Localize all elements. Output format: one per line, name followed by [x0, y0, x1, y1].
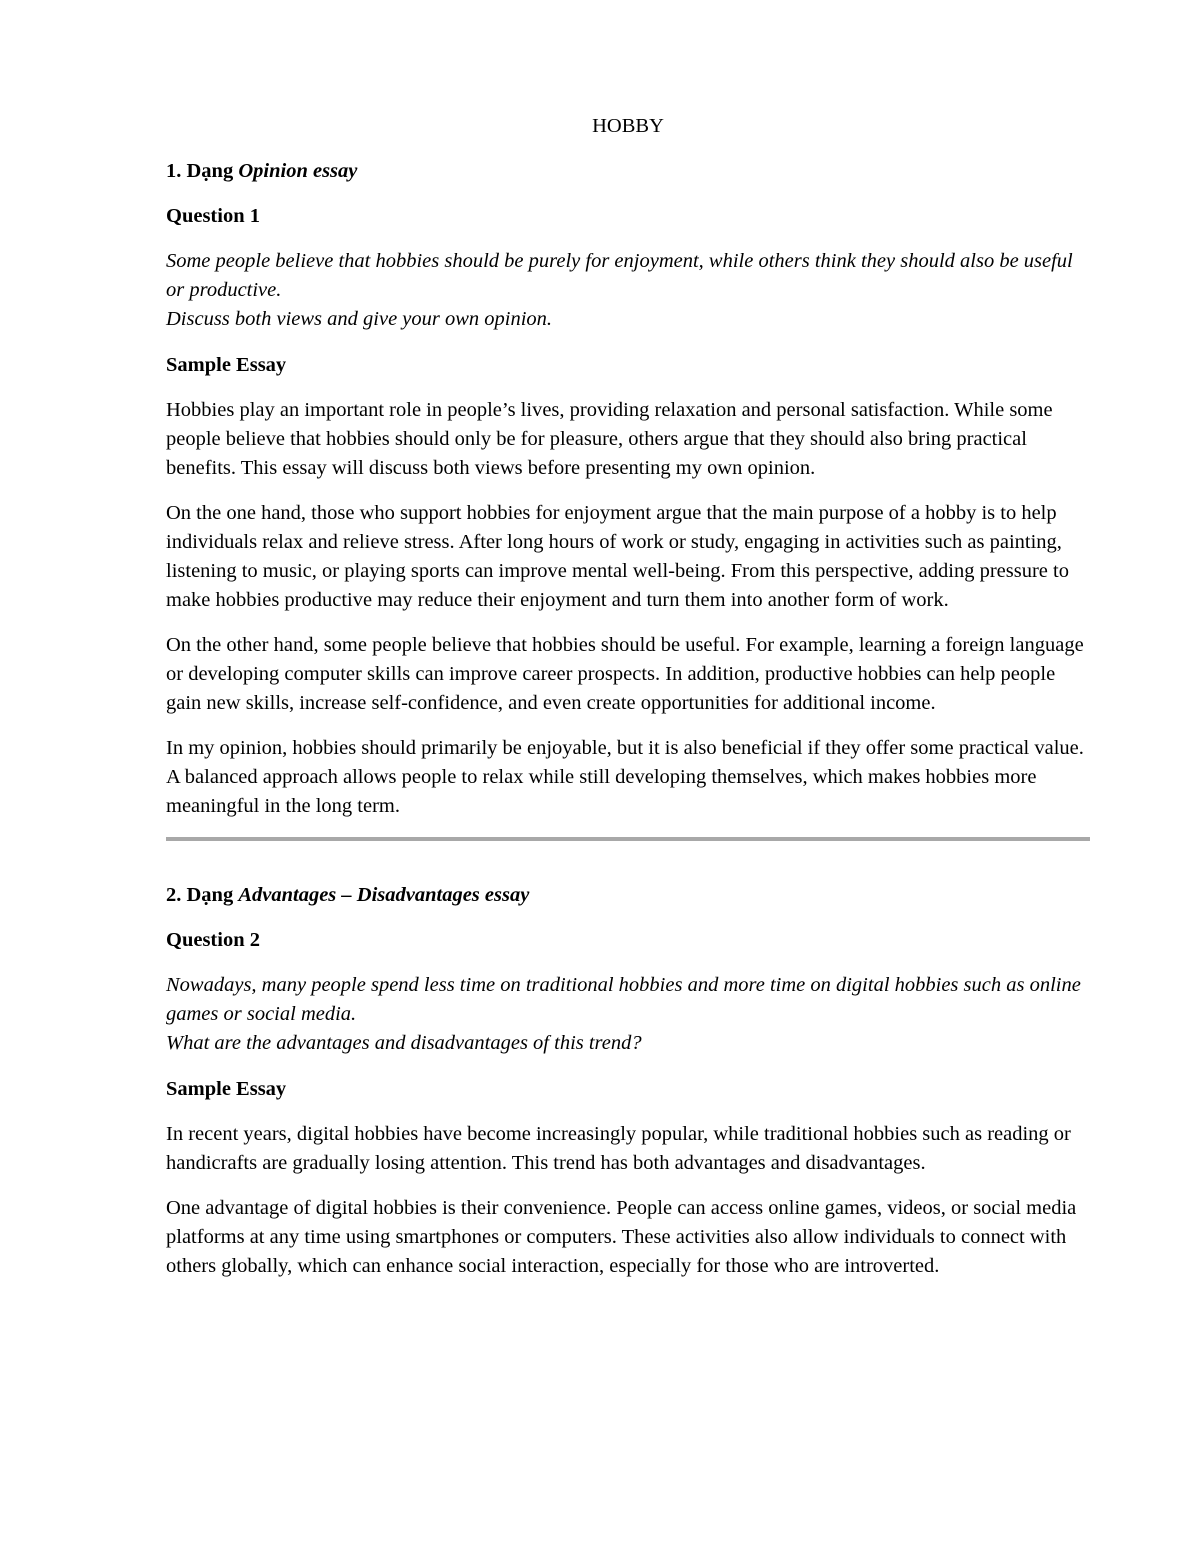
section-divider	[166, 837, 1090, 841]
essay-paragraph: On the one hand, those who support hobbies for enjoyment argue that the main purpose of a hobby is to help individuals relax and relieve stress. After long hours of work or study, engaging in activities such as painting, listening to music, or playing sports can improve mental well-being. From this perspective, adding pressure to make hobbies productive may reduce their enjoyment and turn them into another form of work.	[166, 502, 1069, 611]
section-heading	[166, 881, 1090, 909]
essay-paragraph: Hobbies play an important role in people’s lives, providing relaxation and personal satisfaction. While some people believe that hobbies should only be for pleasure, others argue that they should also bring practical benefits. This essay will discuss both views before presenting my own opinion.	[166, 399, 1053, 479]
section-heading-type: Opinion essay	[238, 160, 358, 182]
section-opinion-essay	[166, 157, 1090, 821]
essay-paragraph: In recent years, digital hobbies have become increasingly popular, while traditional hobbies such as reading or handicrafts are gradually losing attention. This trend has both advantages and disadvantages.	[166, 1123, 1071, 1174]
sample-essay-label: Sample Essay	[166, 1078, 287, 1100]
essay-paragraph: One advantage of digital hobbies is their convenience. People can access online games, videos, or social media platforms at any time using smartphones or computers. These activities also allow individuals to connect with others globally, which can enhance social interaction, especially for those who are introverted.	[166, 1197, 1077, 1277]
question-line: What are the advantages and disadvantages of this trend?	[166, 1032, 642, 1054]
essay-paragraph: On the other hand, some people believe that hobbies should be useful. For example, learning a foreign language or developing computer skills can improve career prospects. In addition, productive hobbies can help people gain new skills, increase self-confidence, and even create opportunities for additional income.	[166, 634, 1084, 714]
question-line: Discuss both views and give your own opinion.	[166, 308, 553, 330]
question-prompt	[166, 247, 1090, 334]
essay-paragraph: In my opinion, hobbies should primarily be enjoyable, but it is also beneficial if they offer some practical value. A balanced approach allows people to relax while still developing themselves, which makes hobbies more meaningful in the long term.	[166, 737, 1084, 817]
section-heading-type: Advantages – Disadvantages essay	[238, 884, 530, 906]
question-line: Nowadays, many people spend less time on traditional hobbies and more time on digital hobbies such as online games or social media.	[166, 974, 1081, 1025]
document-body	[166, 112, 1090, 1297]
section-advantages-disadvantages-essay	[166, 881, 1090, 1281]
question-label: Question 1	[166, 205, 260, 227]
question-line: Some people believe that hobbies should be purely for enjoyment, while others think they should also be useful or productive.	[166, 250, 1073, 301]
question-prompt	[166, 971, 1090, 1058]
section-heading-prefix: 1. Dạng	[166, 160, 239, 182]
document-title: HOBBY	[592, 115, 664, 137]
sample-essay-label: Sample Essay	[166, 354, 287, 376]
section-heading	[166, 157, 1090, 185]
section-heading-prefix: 2. Dạng	[166, 884, 239, 906]
question-label: Question 2	[166, 929, 260, 951]
